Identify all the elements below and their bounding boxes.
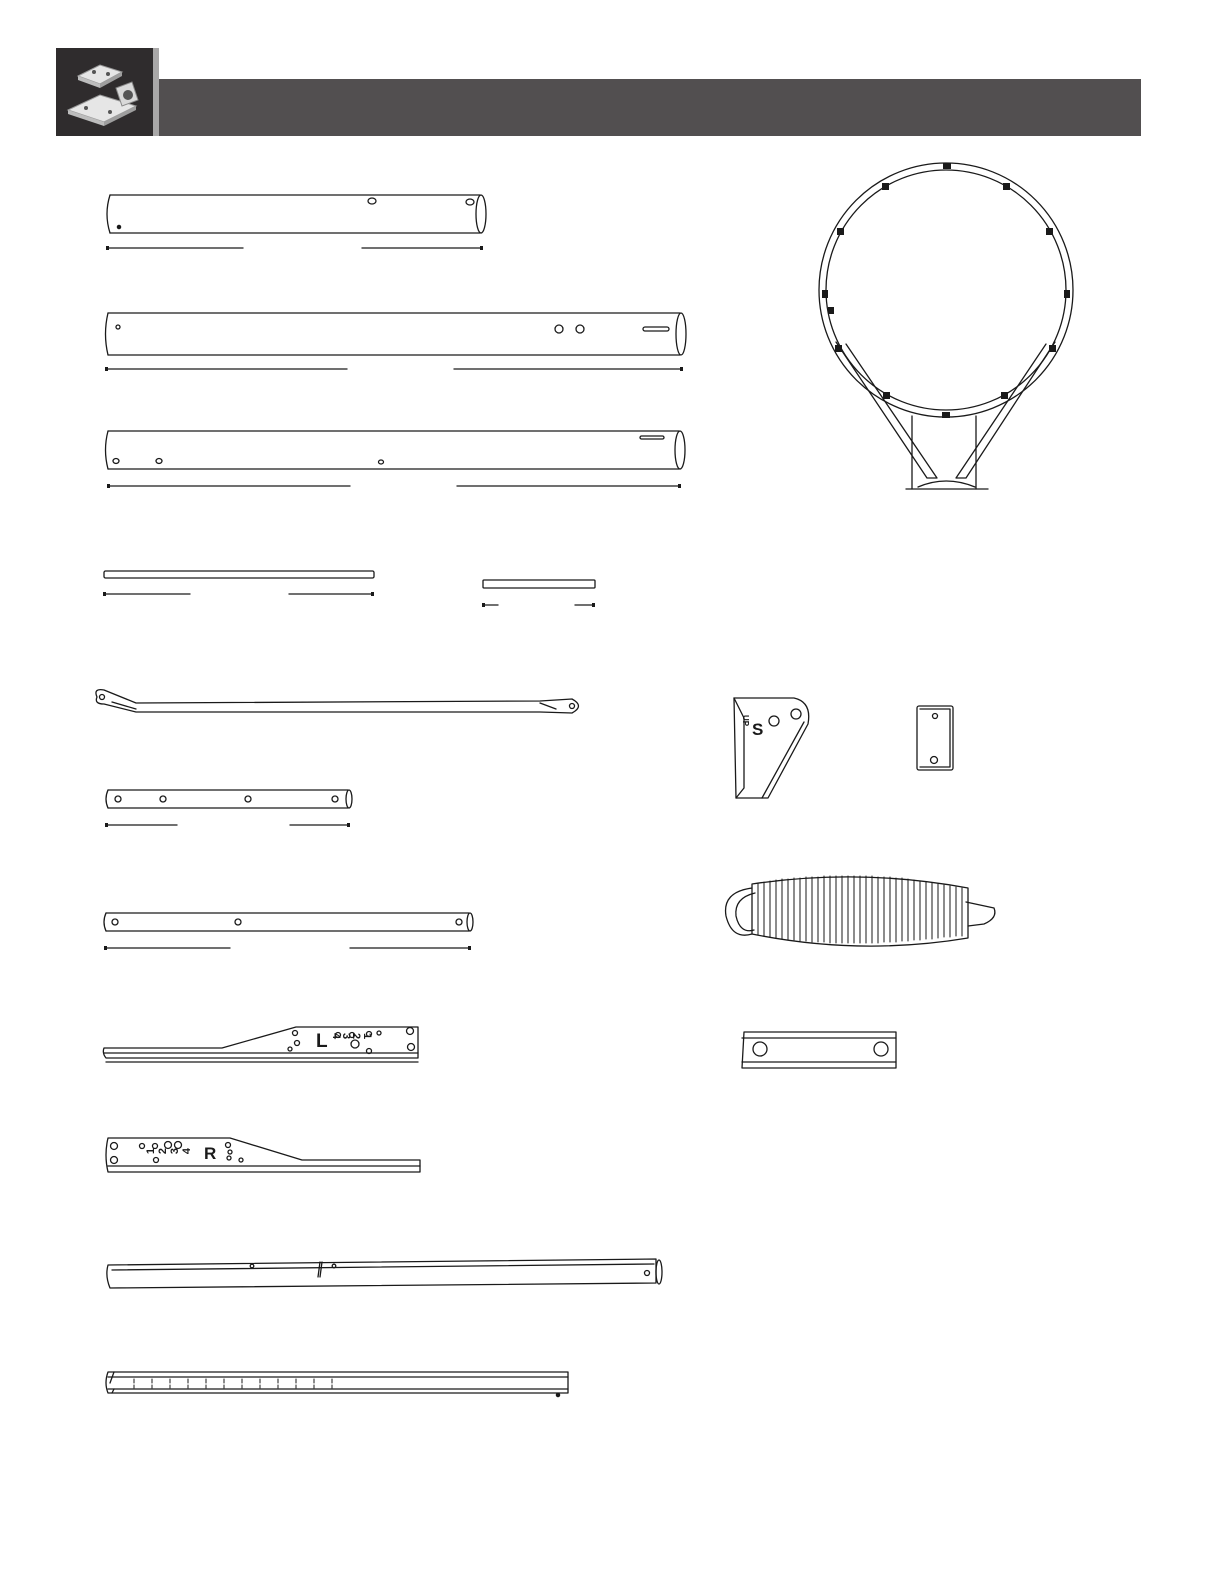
right-arm-bracket-icon — [106, 1138, 420, 1172]
s-bracket-label: S — [752, 720, 764, 739]
right-arm-side-label: R — [204, 1144, 217, 1163]
upper-pole-dimension-line — [105, 367, 683, 371]
short-flat-bar-dimension-line — [105, 823, 350, 827]
short-pole-tube — [107, 195, 486, 233]
upper-pole-tube — [106, 313, 687, 355]
perforated-channel-rail — [106, 1372, 568, 1397]
left-arm-hole-number: 1 — [361, 1032, 374, 1040]
left-arm-bracket-icon — [103, 1027, 418, 1062]
long-rod — [104, 571, 374, 578]
channel-bracket — [742, 1032, 896, 1068]
s-bracket-icon — [734, 698, 809, 798]
short-rod — [483, 580, 595, 588]
left-arm-hole-number: 3 — [340, 1032, 353, 1040]
short-rod-dimension-line — [482, 603, 595, 607]
right-arm-hole-number: 2 — [157, 1147, 170, 1155]
right-arm-hole-number: 4 — [181, 1147, 194, 1155]
left-arm-hole-number: 4 — [330, 1032, 343, 1040]
long-flat-bar — [104, 913, 473, 931]
s-bracket-up-label: UP — [741, 714, 751, 727]
left-arm-hole-number: 2 — [350, 1032, 363, 1040]
basketball-rim — [819, 163, 1073, 489]
short-pole-dimension-line — [106, 246, 483, 250]
long-rod-dimension-line — [103, 592, 374, 596]
left-arm-side-label: L — [316, 1031, 328, 1052]
lower-pole-tube — [106, 431, 686, 469]
right-arm-hole-number: 3 — [169, 1147, 182, 1155]
long-flat-bar-dimension-line — [104, 946, 471, 950]
diagonal-brace — [96, 690, 579, 713]
short-flat-bar — [106, 790, 352, 808]
mounting-plate — [917, 706, 953, 770]
square-support-tube — [107, 1259, 662, 1288]
lower-pole-dimension-line — [107, 484, 681, 488]
right-arm-hole-number: 1 — [145, 1147, 158, 1155]
tension-spring — [726, 876, 995, 946]
